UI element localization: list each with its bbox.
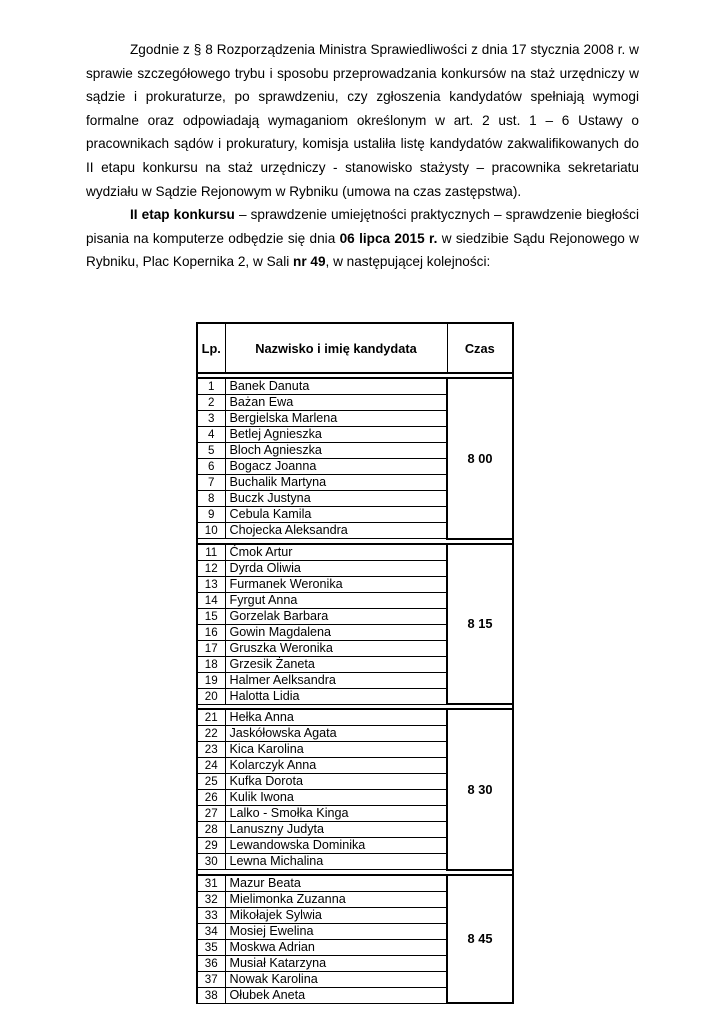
candidate-name: Gorzelak Barbara bbox=[225, 608, 447, 624]
header-lp: Lp. bbox=[197, 323, 225, 373]
row-number: 36 bbox=[197, 955, 225, 971]
row-number: 33 bbox=[197, 907, 225, 923]
group-time: 8 15 bbox=[447, 544, 513, 705]
table-row bbox=[197, 875, 513, 892]
row-number: 6 bbox=[197, 459, 225, 475]
header-name: Nazwisko i imię kandydata bbox=[225, 323, 447, 373]
candidate-name: Mosiej Ewelina bbox=[225, 923, 447, 939]
row-number: 4 bbox=[197, 427, 225, 443]
candidate-name: Hełka Anna bbox=[225, 709, 447, 726]
header-time: Czas bbox=[447, 323, 513, 373]
row-number: 23 bbox=[197, 742, 225, 758]
candidate-name: Lalko - Smołka Kinga bbox=[225, 806, 447, 822]
candidate-name: Gowin Magdalena bbox=[225, 624, 447, 640]
row-number: 19 bbox=[197, 672, 225, 688]
candidate-name: Bogacz Joanna bbox=[225, 459, 447, 475]
candidate-name: Grzesik Żaneta bbox=[225, 656, 447, 672]
candidate-name: Dyrda Oliwia bbox=[225, 560, 447, 576]
stage-text-1: – sprawdzenie umiejętności praktycznych – sprawdzenie biegłości pisania na komputerze odbędzie się dnia bbox=[86, 207, 639, 246]
candidate-name: Kica Karolina bbox=[225, 742, 447, 758]
candidate-name: Buchalik Martyna bbox=[225, 475, 447, 491]
candidate-name: Halmer Aelksandra bbox=[225, 672, 447, 688]
row-number: 9 bbox=[197, 507, 225, 523]
row-number: 34 bbox=[197, 923, 225, 939]
row-number: 37 bbox=[197, 971, 225, 987]
candidate-name: Bażan Ewa bbox=[225, 395, 447, 411]
row-number: 2 bbox=[197, 395, 225, 411]
candidate-name: Moskwa Adrian bbox=[225, 939, 447, 955]
candidate-name: Lewna Michalina bbox=[225, 854, 447, 870]
candidate-name: Chojecka Aleksandra bbox=[225, 523, 447, 539]
candidate-name: Kolarczyk Anna bbox=[225, 758, 447, 774]
candidate-name: Kufka Dorota bbox=[225, 774, 447, 790]
table-row bbox=[197, 544, 513, 561]
stage-label: II etap konkursu bbox=[130, 207, 235, 223]
exam-date: 06 lipca 2015 r. bbox=[339, 230, 438, 246]
group-time: 8 00 bbox=[447, 378, 513, 539]
candidate-name: Banek Danuta bbox=[225, 378, 447, 395]
row-number: 32 bbox=[197, 891, 225, 907]
stage-text-3: , w następującej kolejności: bbox=[325, 254, 491, 270]
intro-text bbox=[86, 38, 639, 274]
candidate-name: Halotta Lidia bbox=[225, 688, 447, 704]
row-number: 8 bbox=[197, 491, 225, 507]
row-number: 21 bbox=[197, 709, 225, 726]
candidate-name: Gruszka Weronika bbox=[225, 640, 447, 656]
group-time: 8 45 bbox=[447, 875, 513, 1004]
row-number: 31 bbox=[197, 875, 225, 892]
row-number: 29 bbox=[197, 838, 225, 854]
row-number: 38 bbox=[197, 987, 225, 1003]
row-number: 28 bbox=[197, 822, 225, 838]
candidate-name: Bergielska Marlena bbox=[225, 411, 447, 427]
row-number: 30 bbox=[197, 854, 225, 870]
room-number: nr 49 bbox=[293, 254, 326, 270]
row-number: 22 bbox=[197, 726, 225, 742]
candidates-table bbox=[196, 322, 514, 1004]
group-time: 8 30 bbox=[447, 709, 513, 870]
row-number: 27 bbox=[197, 806, 225, 822]
row-number: 13 bbox=[197, 576, 225, 592]
candidate-name: Betlej Agnieszka bbox=[225, 427, 447, 443]
row-number: 17 bbox=[197, 640, 225, 656]
candidate-name: Mielimonka Zuzanna bbox=[225, 891, 447, 907]
candidate-name: Mikołajek Sylwia bbox=[225, 907, 447, 923]
candidate-name: Kulik Iwona bbox=[225, 790, 447, 806]
row-number: 1 bbox=[197, 378, 225, 395]
candidate-name: Cebula Kamila bbox=[225, 507, 447, 523]
row-number: 7 bbox=[197, 475, 225, 491]
intro-paragraph-1: Zgodnie z § 8 Rozporządzenia Ministra Sprawiedliwości z dnia 17 stycznia 2008 r. w sprawie szczegółowego trybu i sposobu przeprowadzania konkursów na staż urzędniczy w sądzie i prokuraturze, po sprawdzeniu, czy zgłoszenia kandydatów spełniają wymogi formalne oraz odpowiadają wymaganiom określonym w art. 2 ust. 1 – 6 Ustawy o pracownikach sądów i prokuratury, komisja ustaliła listę kandydatów zakwalifikowanych do II etapu konkursu na staż urzędniczy - stanowisko stażysty – pracownika sekretariatu wydziału w Sądzie Rejonowym w Rybniku (umowa na czas zastępstwa). bbox=[86, 42, 639, 199]
row-number: 3 bbox=[197, 411, 225, 427]
row-number: 25 bbox=[197, 774, 225, 790]
candidate-name: Mazur Beata bbox=[225, 875, 447, 892]
candidate-name: Buczk Justyna bbox=[225, 491, 447, 507]
table-row bbox=[197, 709, 513, 726]
candidate-name: Fyrgut Anna bbox=[225, 592, 447, 608]
stage-text-2: w siedzibie Sądu Rejonowego w Rybniku, Plac Kopernika 2, w Sali bbox=[86, 230, 639, 270]
candidate-name: Ołubek Aneta bbox=[225, 987, 447, 1003]
row-number: 18 bbox=[197, 656, 225, 672]
row-number: 14 bbox=[197, 592, 225, 608]
candidate-name: Ćmok Artur bbox=[225, 544, 447, 561]
row-number: 20 bbox=[197, 688, 225, 704]
row-number: 16 bbox=[197, 624, 225, 640]
table-header-row bbox=[197, 323, 513, 373]
candidate-name: Furmanek Weronika bbox=[225, 576, 447, 592]
candidate-name: Bloch Agnieszka bbox=[225, 443, 447, 459]
intro-paragraph-2 bbox=[86, 203, 639, 274]
row-number: 15 bbox=[197, 608, 225, 624]
row-number: 5 bbox=[197, 443, 225, 459]
row-number: 24 bbox=[197, 758, 225, 774]
row-number: 11 bbox=[197, 544, 225, 561]
row-number: 10 bbox=[197, 523, 225, 539]
row-number: 26 bbox=[197, 790, 225, 806]
candidate-name: Lewandowska Dominika bbox=[225, 838, 447, 854]
table-row bbox=[197, 378, 513, 395]
candidate-name: Lanuszny Judyta bbox=[225, 822, 447, 838]
candidate-name: Musiał Katarzyna bbox=[225, 955, 447, 971]
row-number: 12 bbox=[197, 560, 225, 576]
candidate-name: Jaskółowska Agata bbox=[225, 726, 447, 742]
table-body bbox=[197, 373, 513, 1003]
row-number: 35 bbox=[197, 939, 225, 955]
candidate-name: Nowak Karolina bbox=[225, 971, 447, 987]
